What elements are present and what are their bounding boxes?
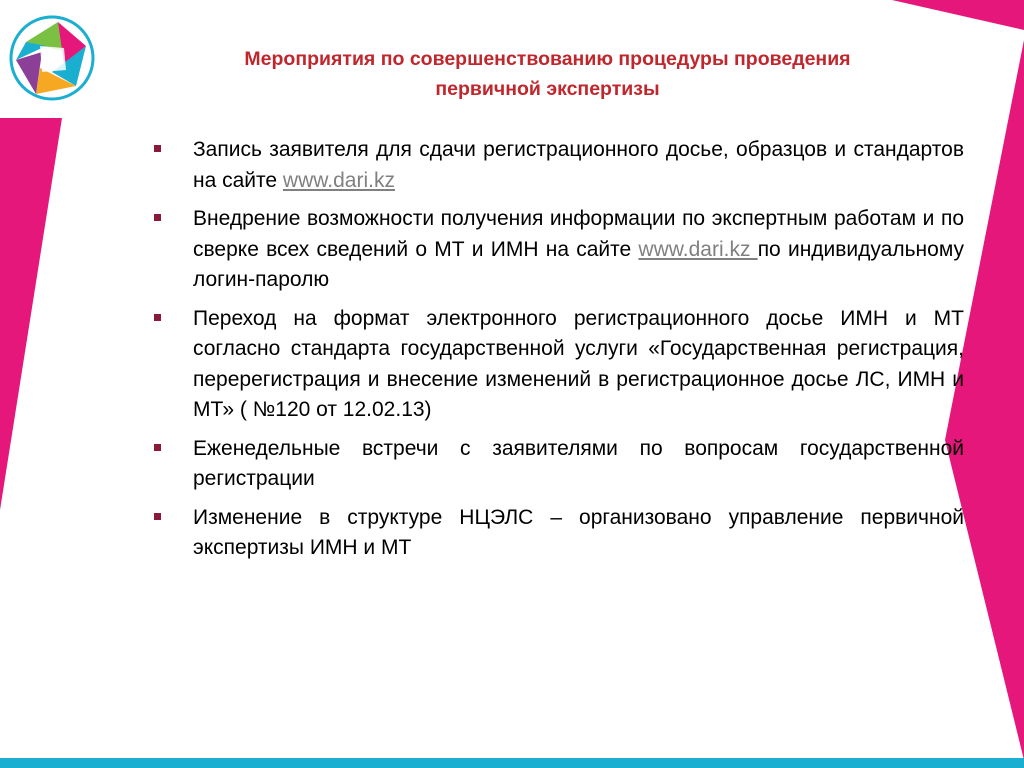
bullet-item-2: [152, 204, 964, 296]
bullet-text-after: по индивидуальному логин-паролю: [193, 237, 965, 291]
bullet-text: Внедрение возможности получения информации по экспертным работам и по сверке всех сведений о МТ и ИМН на сайте: [193, 207, 964, 261]
bullet-item-1: [152, 135, 964, 196]
bullet-list: [152, 135, 964, 572]
square-bullet-icon: [154, 145, 161, 152]
square-bullet-icon: [154, 513, 161, 520]
title-line-2: первичной экспертизы: [435, 78, 660, 100]
bullet-item-4: [152, 434, 964, 495]
bullet-text: Переход на формат электронного регистрационного досье ИМН и МТ согласно стандарта государственной услуги «Государственная регистрация, перерегистрация и внесение изменений в регистрационное досье ЛС, ИМН и МТ» ( №120 от 12.02.13): [193, 306, 964, 421]
dari-link[interactable]: www.dari.kz: [282, 168, 395, 192]
bullet-text: Еженедельные встречи с заявителями по вопросам государственной регистрации: [193, 436, 964, 490]
left-magenta-shape: [0, 118, 62, 510]
bullet-text: Изменение в структуре НЦЭЛС – организовано управление первичной экспертизы ИМН и МТ: [193, 505, 964, 559]
square-bullet-icon: [154, 314, 161, 321]
bottom-accent-bar: [0, 758, 1024, 768]
square-bullet-icon: [154, 214, 161, 221]
bullet-text: Запись заявителя для сдачи регистрационного досье, образцов и стандартов на сайте: [193, 138, 964, 192]
square-bullet-icon: [154, 444, 161, 451]
slide-title: [140, 44, 955, 104]
bullet-item-5: [152, 503, 964, 564]
kaleidoscope-logo-icon: [6, 12, 98, 104]
bullet-item-3: [152, 304, 964, 426]
top-right-magenta-shape: [892, 0, 1024, 30]
dari-link[interactable]: www.dari.kz: [638, 237, 758, 261]
title-line-1: Мероприятия по совершенствованию процедуры проведения: [244, 48, 851, 70]
